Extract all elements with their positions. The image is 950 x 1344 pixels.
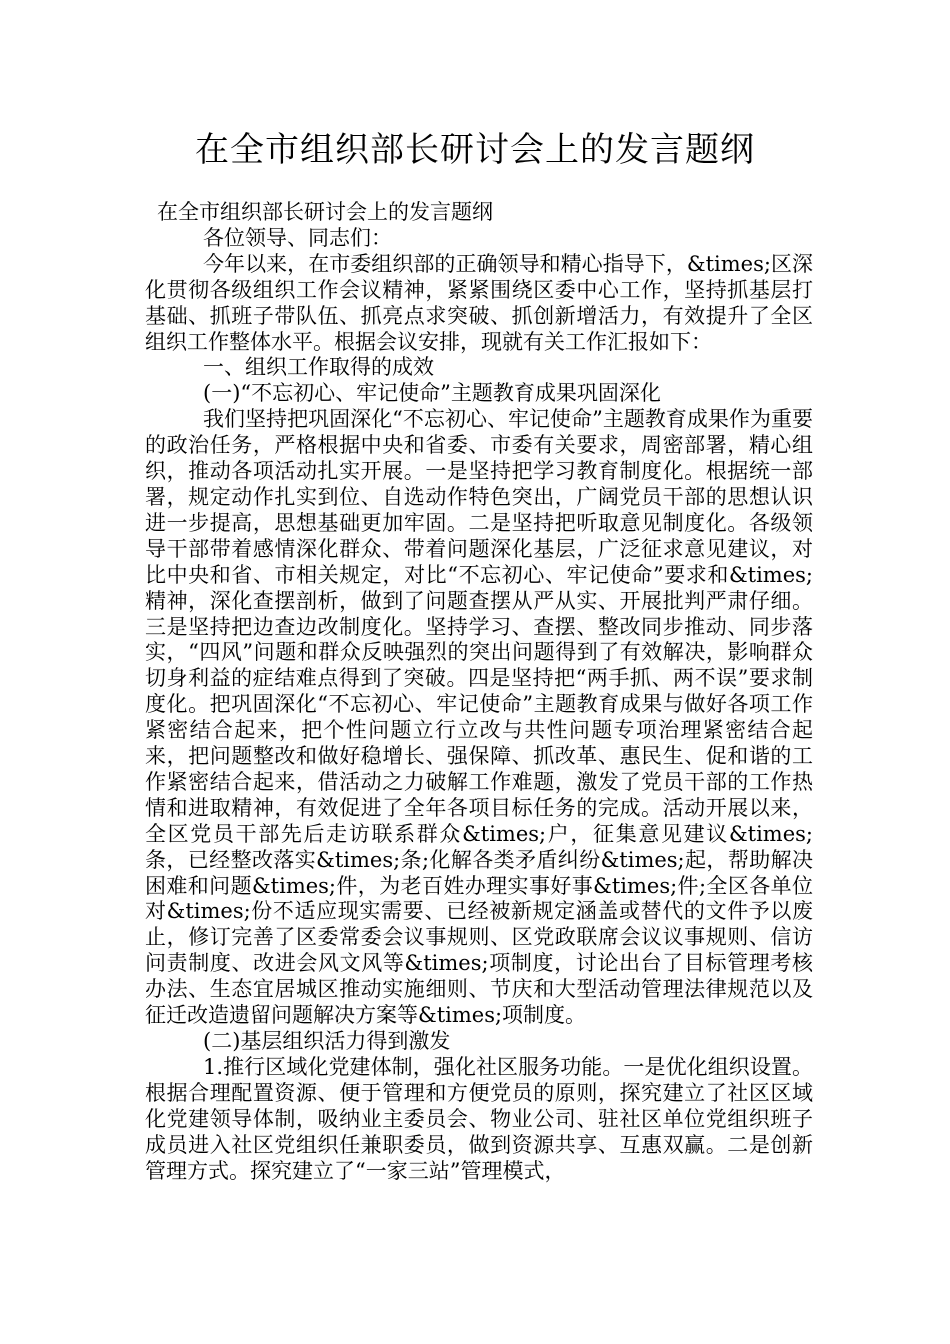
subsection-heading: (一)“不忘初心、牢记使命”主题教育成果巩固深化: [203, 381, 661, 406]
paragraph-intro: 今年以来，在市委组织部的正确领导和精心指导下，&times;区深化贯彻各级组织工作会议精神，紧紧围绕区委中心工作，坚持抓基层打基础、抓班子带队伍、抓亮点求突破、抓创新增活力，有效提升了全区组织工作整体水平。根据会议安排，现就有关工作汇报如下：: [145, 251, 813, 354]
paragraph-body: 我们坚持把巩固深化“不忘初心、牢记使命”主题教育成果作为重要的政治任务，严格根据中央和省委、市委有关要求，周密部署，精心组织，推动各项活动扎实开展。一是坚持把学习教育制度化。根据统一部署，规定动作扎实到位、自选动作特色突出，广阔党员干部的思想认识进一步提高，思想基础更加牢固。二是坚持把听取意见制度化。各级领导干部带着感情深化群众、带着问题深化基层，广泛征求意见建议，对比中央和省、市相关规定，对比“不忘初心、牢记使命”要求和&times;精神，深化查摆剖析，做到了问题查摆从严从实、开展批判严肃仔细。三是坚持把边查边改制度化。坚持学习、查摆、整改同步推动、同步落实，“四风”问题和群众反映强烈的突出问题得到了有效解决，影响群众切身利益的症结难点得到了突破。四是坚持把“两手抓、两不误”要求制度化。把巩固深化“不忘初心、牢记使命”主题教育成果与做好各项工作紧密结合起来，把个性问题立行立改与共性问题专项治理紧密结合起来，把问题整改和做好稳增长、强保障、抓改革、惠民生、促和谐的工作紧密结合起来，借活动之力破解工作难题，激发了党员干部的工作热情和进取精神，有效促进了全年各项目标任务的完成。活动开展以来，全区党员干部先后走访联系群众&times;户，征集意见建议&times;条，已经整改落实&times;条;化解各类矛盾纠纷&times;起，帮助解决困难和问题&times;件，为老百姓办理实事好事&times;件;全区各单位对&times;份不适应现实需要、已经被新规定涵盖或替代的文件予以废止，修订完善了区委常委会议事规则、区党政联席会议议事规则、信访问责制度、改进会风文风等&times;项制度，讨论出台了目标管理考核办法、生态宜居城区推动实施细则、节庆和大型活动管理法律规范以及征迁改造遗留问题解决方案等&times;项制度。: [145, 407, 813, 1028]
document-title: 在全市组织部长研讨会上的发言题纲: [195, 130, 755, 170]
document-body: [145, 200, 813, 1184]
subsection-heading: (二)基层组织活力得到激发: [203, 1029, 451, 1053]
salutation: 各位领导、同志们：: [203, 225, 392, 250]
document-subtitle: 在全市组织部长研讨会上的发言题纲: [157, 200, 493, 224]
paragraph-body: 1.推行区域化党建体制，强化社区服务功能。一是优化组织设置。根据合理配置资源、便于管理和方便党员的原则，探究建立了社区区域化党建领导体制，吸纳业主委员会、物业公司、驻社区单位党组织班子成员进入社区党组织任兼职委员，做到资源共享、互惠双赢。二是创新管理方式。探究建立了“一家三站”管理模式，: [145, 1054, 813, 1183]
section-heading: 一、组织工作取得的成效: [203, 355, 434, 380]
